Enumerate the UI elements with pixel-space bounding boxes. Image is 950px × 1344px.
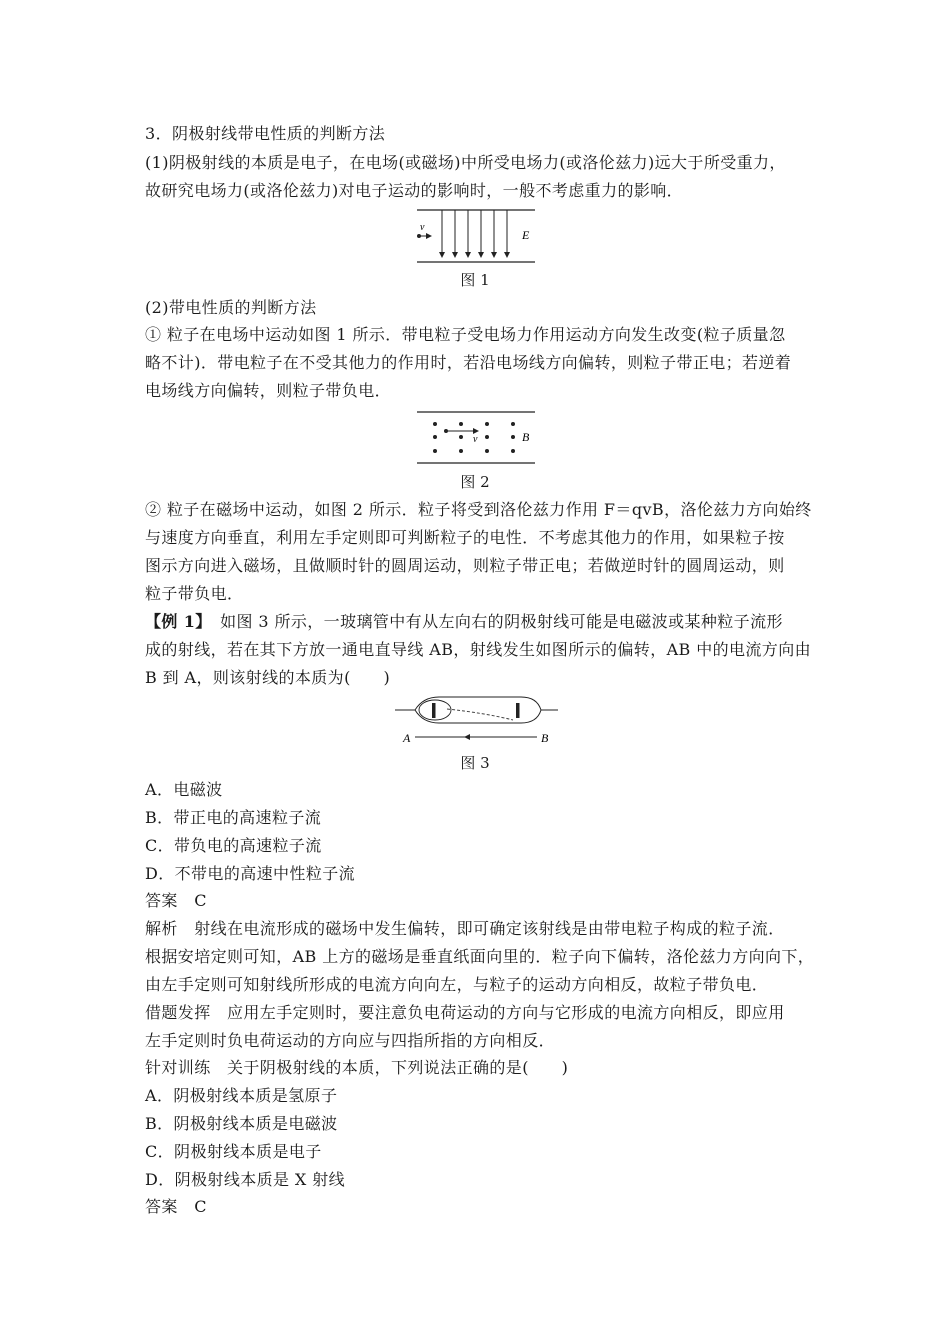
figure-3-glass-tube	[395, 693, 560, 751]
example-1-text: 如图 3 所示，一玻璃管中有从左向右的阴极射线可能是电磁波或某种粒子流形	[203, 612, 783, 631]
section-heading: 3．阴极射线带电性质的判断方法	[145, 124, 386, 143]
paragraph-2-heading: (2)带电性质的判断方法	[145, 298, 317, 317]
paragraph-3-line-1: ② 粒子在磁场中运动，如图 2 所示．粒子将受到洛伦兹力作用 F＝qvB，洛伦兹力方向始终	[145, 500, 812, 519]
fig1-label-E: E	[522, 228, 530, 242]
figure-3-caption: 图 3	[460, 754, 490, 772]
analysis-line-3: 由左手定则可知射线所形成的电流方向向左，与粒子的运动方向相反，故粒子带负电．	[145, 975, 769, 994]
tip-line-1: 借题发挥 应用左手定则时，要注意负电荷运动的方向与它形成的电流方向相反，即应用	[145, 1003, 785, 1022]
fig2-label-B: B	[522, 430, 530, 444]
paragraph-1-line-2: 故研究电场力(或洛伦兹力)对电子运动的影响时，一般不考虑重力的影响．	[145, 181, 684, 200]
example-1-line-3: B 到 A，则该射线的本质为( )	[145, 668, 391, 687]
paragraph-3-line-2: 与速度方向垂直，利用左手定则即可判断粒子的电性．不考虑其他力的作用，如果粒子按	[145, 528, 785, 547]
paragraph-3-line-4: 粒子带负电．	[145, 584, 244, 603]
fig3-label-B: B	[541, 731, 549, 745]
practice-option-c: C．阴极射线本质是电子	[145, 1142, 322, 1161]
example-option-a: A．电磁波	[145, 780, 223, 799]
fig1-label-v: v	[420, 222, 425, 233]
practice-option-b: B．阴极射线本质是电磁波	[145, 1114, 338, 1133]
example-1-line-2: 成的射线，若在其下方放一通电直导线 AB，射线发生如图所示的偏转，AB 中的电流方向由	[145, 640, 811, 659]
paragraph-1-line-1: (1)阴极射线的本质是电子，在电场(或磁场)中所受电场力(或洛伦兹力)远大于所受重力，	[145, 153, 786, 172]
analysis-line-2: 根据安培定则可知，AB 上方的磁场是垂直纸面向里的．粒子向下偏转，洛伦兹力方向向下，	[145, 947, 815, 966]
practice-option-d: D．阴极射线本质是 X 射线	[145, 1170, 345, 1189]
fig2-label-v: v	[473, 434, 478, 445]
practice-question: 针对训练 关于阴极射线的本质，下列说法正确的是( )	[145, 1058, 569, 1077]
figure-1-electric-field	[415, 205, 540, 267]
example-1-tag: 【例 1】	[145, 612, 204, 631]
tip-line-2: 左手定则时负电荷运动的方向应与四指所指的方向相反．	[145, 1031, 556, 1050]
paragraph-2-line-3: 电场线方向偏转，则粒子带负电．	[145, 381, 392, 400]
example-option-b: B．带正电的高速粒子流	[145, 808, 322, 827]
figure-2-caption: 图 2	[460, 473, 490, 491]
paragraph-2-line-1: ① 粒子在电场中运动如图 1 所示．带电粒子受电场力作用运动方向发生改变(粒子质量忽	[145, 325, 786, 344]
practice-option-a: A．阴极射线本质是氢原子	[145, 1086, 338, 1105]
example-1-line-1	[145, 612, 815, 632]
practice-answer: 答案 C	[145, 1197, 207, 1216]
analysis-line-1: 解析 射线在电流形成的磁场中发生偏转，即可确定该射线是由带电粒子构成的粒子流．	[145, 919, 785, 938]
example-option-d: D．不带电的高速中性粒子流	[145, 864, 356, 883]
example-option-c: C．带负电的高速粒子流	[145, 836, 322, 855]
figure-2-magnetic-field	[415, 407, 540, 467]
paragraph-2-line-2: 略不计)．带电粒子在不受其他力的作用时，若沿电场线方向偏转，则粒子带正电；若逆着	[145, 353, 792, 372]
figure-1-caption: 图 1	[460, 271, 490, 289]
paragraph-3-line-3: 图示方向进入磁场，且做顺时针的圆周运动，则粒子带正电；若做逆时针的圆周运动，则	[145, 556, 785, 575]
fig3-label-A: A	[403, 731, 411, 745]
example-answer: 答案 C	[145, 891, 207, 910]
